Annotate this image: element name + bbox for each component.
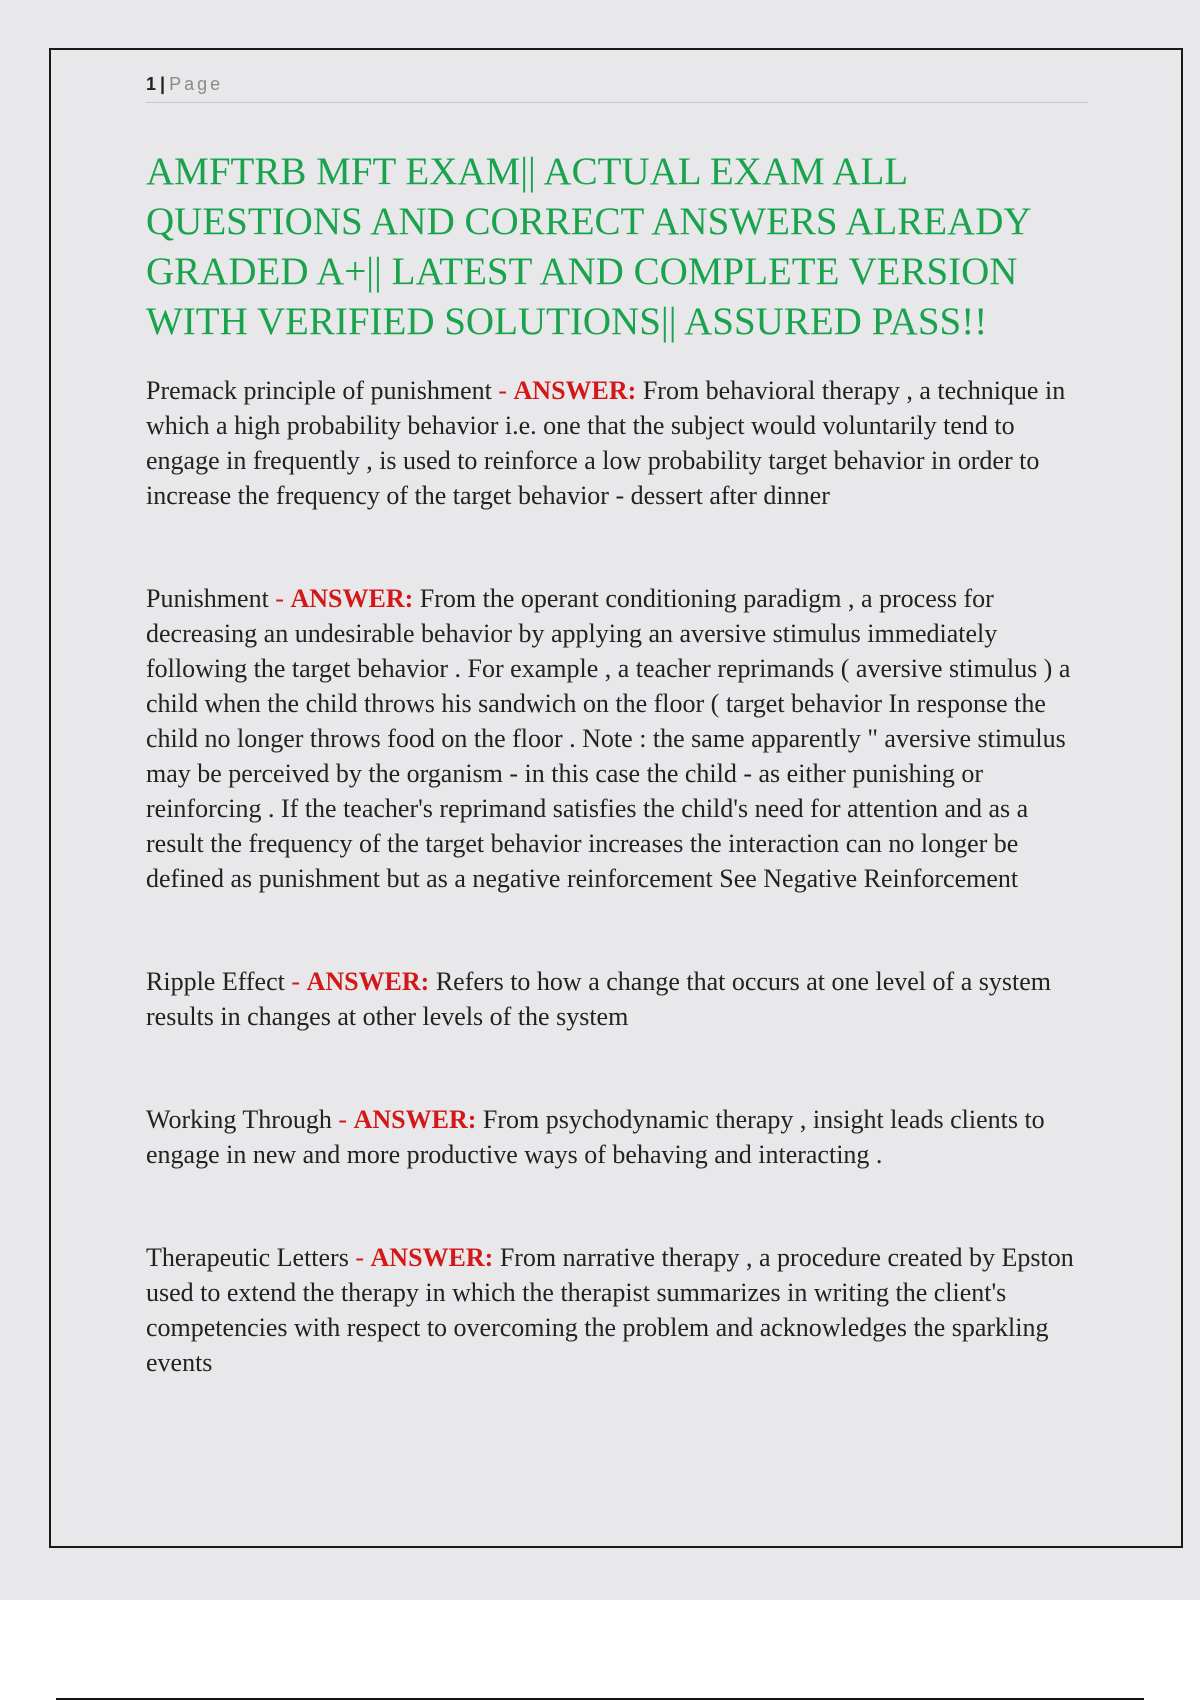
definition: From narrative therapy , a procedure created by Epston used to extend the therapy in which the therapist summarizes in writing the client's competencies with respect to overcoming the problem and acknowledges the sparkling events bbox=[146, 1243, 1074, 1377]
qa-entry bbox=[146, 1102, 1088, 1172]
answer-dash: - bbox=[338, 1105, 348, 1134]
answer-label: ANSWER: bbox=[290, 584, 414, 613]
term: Ripple Effect bbox=[146, 967, 285, 996]
page-content bbox=[146, 72, 1088, 1448]
term: Premack principle of punishment bbox=[146, 376, 492, 405]
page-number: 1 bbox=[146, 74, 157, 94]
answer-dash: - bbox=[498, 376, 508, 405]
definition: From the operant conditioning paradigm , a process for decreasing an undesirable behavior by applying an aversive stimulus immediately following the target behavior . For example , a teacher reprimands ( aversive stimulus ) a child when the child throws his sandwich on the floor ( target behavior In response the child no longer throws food on the floor . Note : the same apparently " aversive stimulus may be perceived by the organism - in this case the child - as either punishing or reinforcing . If the teacher's reprimand satisfies the child's need for attention and as a result the frequency of the target behavior increases the interaction can no longer be defined as punishment but as a negative reinforcement See Negative Reinforcement bbox=[146, 584, 1071, 893]
answer-label: ANSWER: bbox=[513, 376, 637, 405]
term: Working Through bbox=[146, 1105, 332, 1134]
page-word: Page bbox=[169, 74, 224, 94]
answer-dash: - bbox=[291, 967, 301, 996]
answer-label: ANSWER: bbox=[306, 967, 430, 996]
document-title: AMFTRB MFT EXAM|| ACTUAL EXAM ALL QUESTIONS AND CORRECT ANSWERS ALREADY GRADED A+|| LATEST AND COMPLETE VERSION WITH VERIFIED SOLUTIONS|| ASSURED PASS!! bbox=[146, 150, 1031, 343]
answer-label: ANSWER: bbox=[370, 1243, 494, 1272]
answer-label: ANSWER: bbox=[353, 1105, 477, 1134]
qa-entry bbox=[146, 373, 1088, 513]
term: Therapeutic Letters bbox=[146, 1243, 349, 1272]
qa-list bbox=[146, 373, 1088, 1380]
term: Punishment bbox=[146, 584, 269, 613]
definition: Refers to how a change that occurs at one level of a system results in changes at other levels of the system bbox=[146, 967, 1051, 1031]
qa-entry bbox=[146, 964, 1088, 1034]
answer-dash: - bbox=[275, 584, 284, 613]
qa-entry bbox=[146, 1240, 1088, 1380]
page-header-separator: | bbox=[160, 74, 166, 94]
definition: From psychodynamic therapy , insight leads clients to engage in new and more productive ways of behaving and interacting . bbox=[146, 1105, 1045, 1169]
answer-dash: - bbox=[355, 1243, 365, 1272]
qa-entry bbox=[146, 581, 1088, 896]
page-header bbox=[146, 72, 1088, 103]
definition: From behavioral therapy , a technique in which a high probability behavior i.e. one that the subject would voluntarily tend to engage in frequently , is used to reinforce a low probability target behavior in order to increase the frequency of the target behavior - dessert after dinner bbox=[146, 376, 1066, 510]
